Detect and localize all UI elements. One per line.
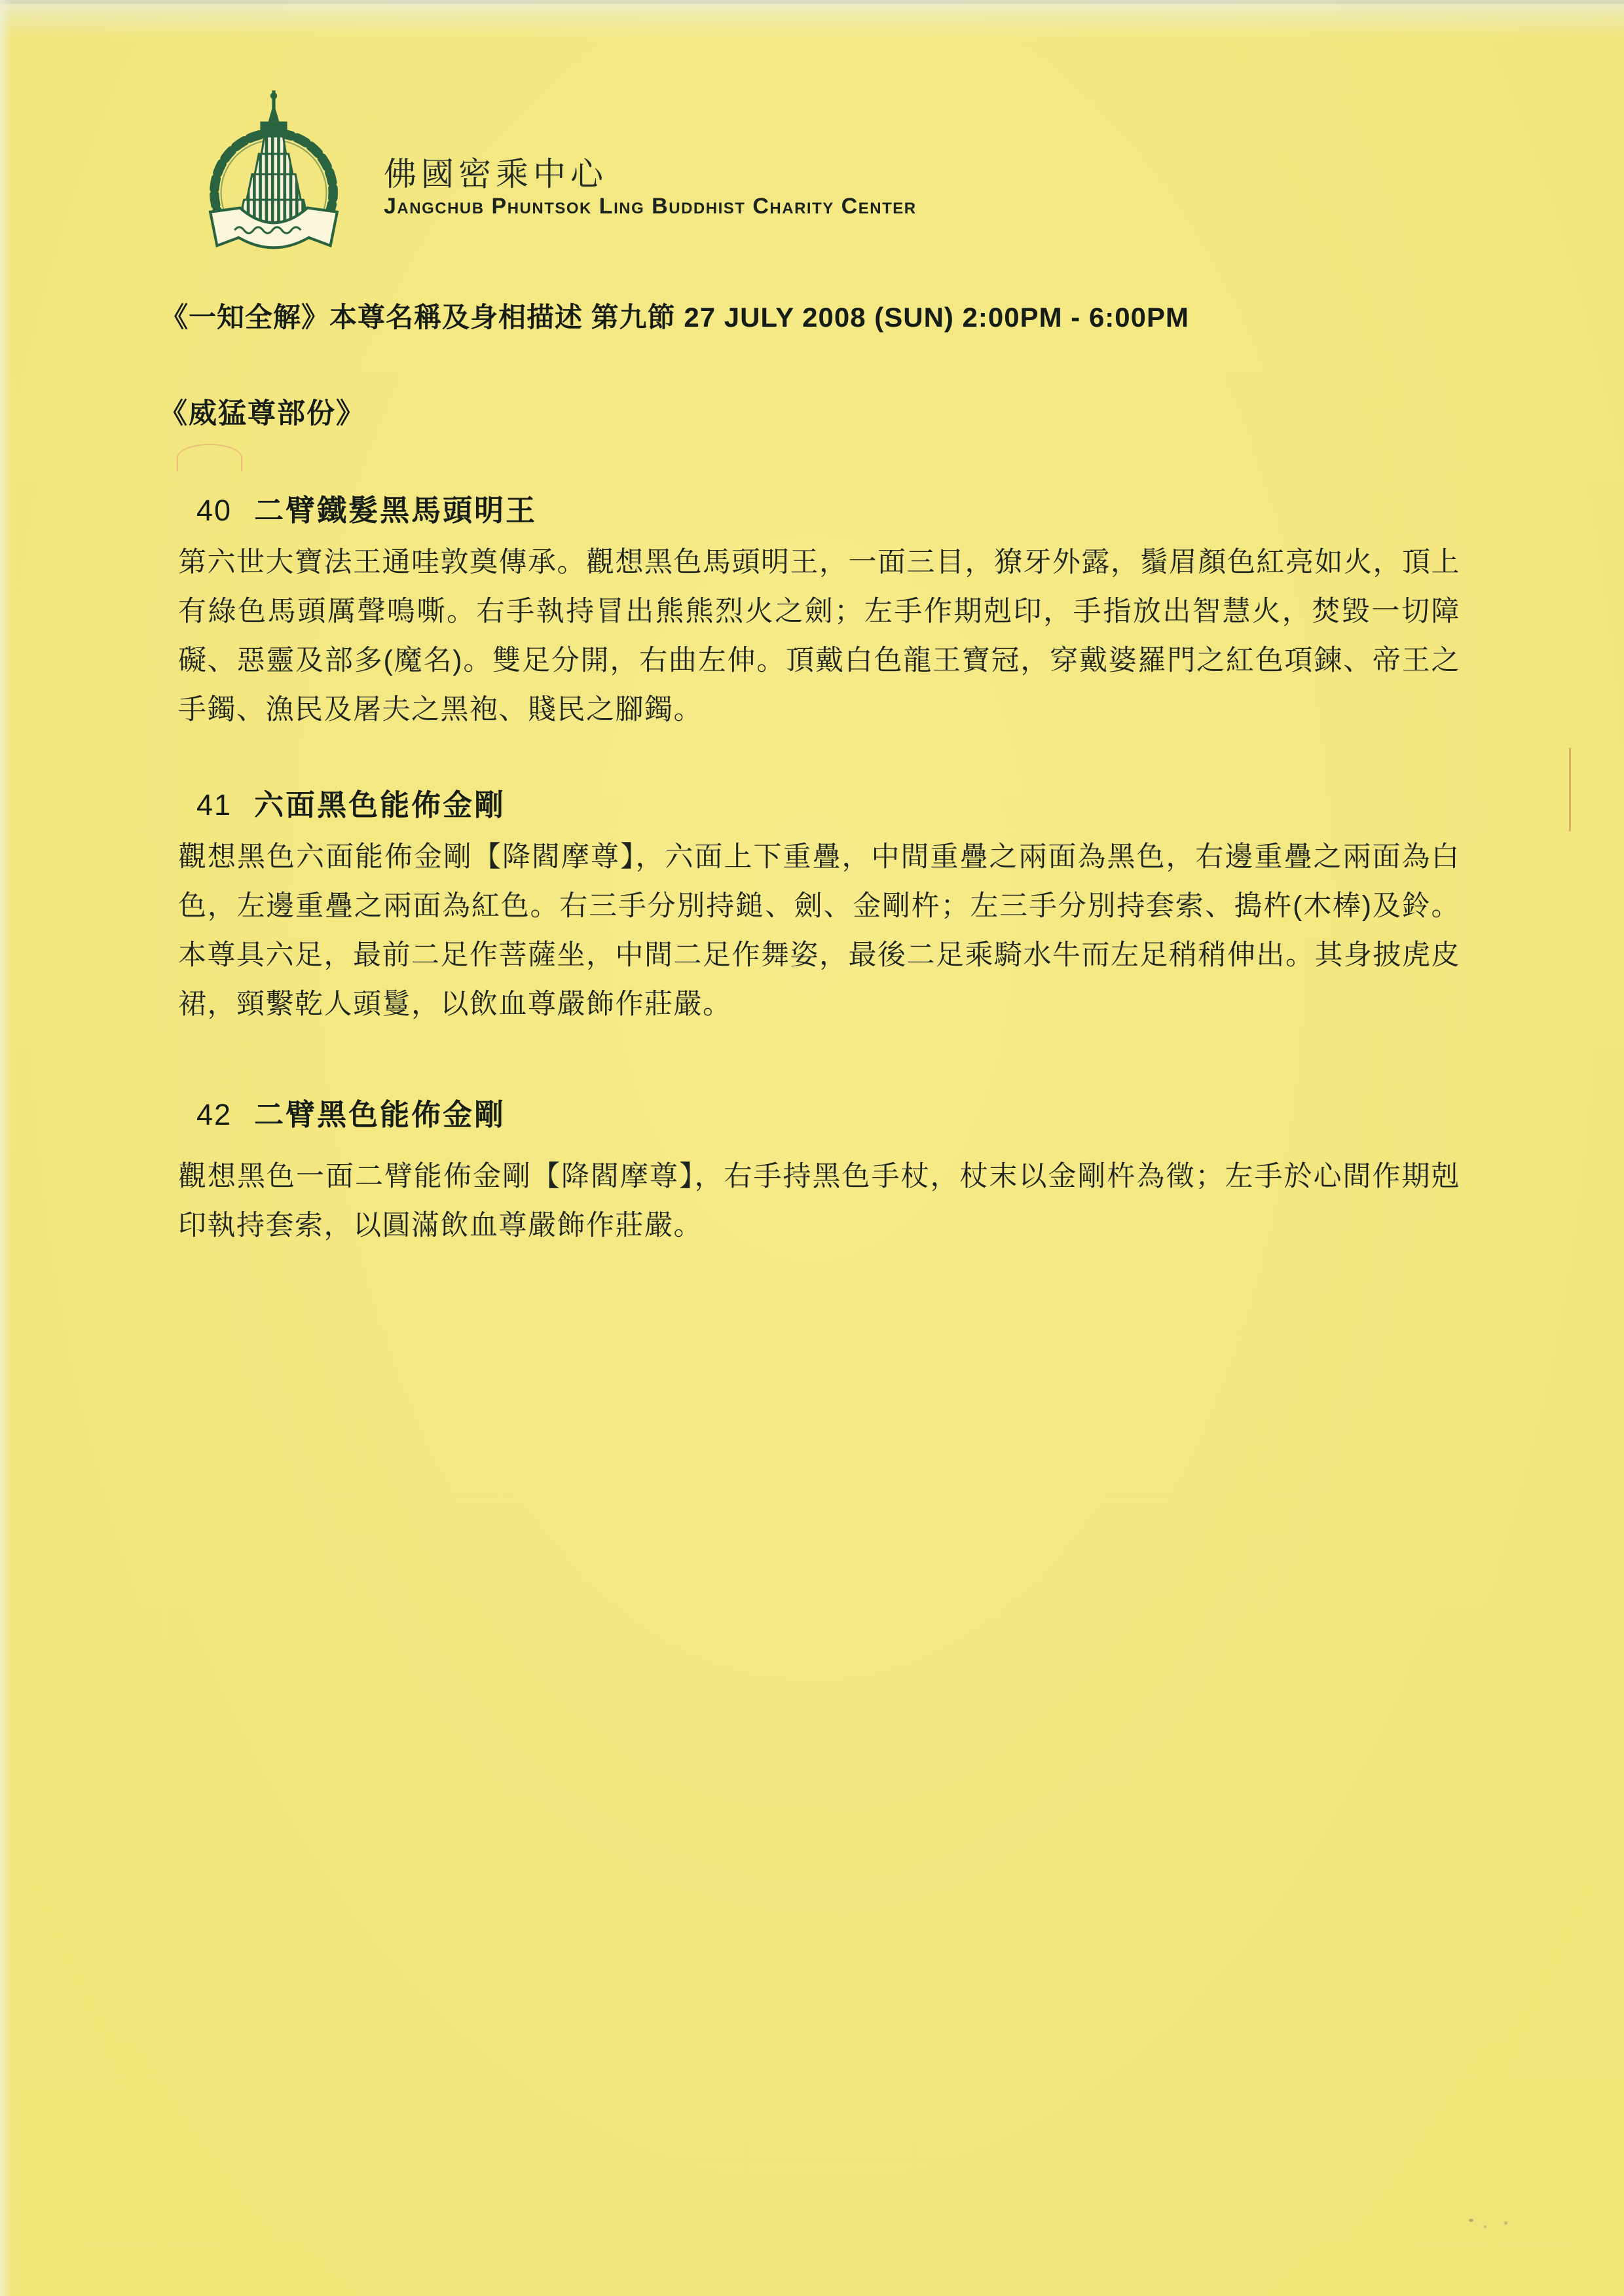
entry-number: 40 — [196, 494, 232, 527]
stupa-wreath-emblem-icon — [185, 86, 363, 262]
lecture-title-line: 《一知全解》本尊名稱及身相描述 第九節 27 JULY 2008 (SUN) 2:00PM - 6:00PM — [160, 302, 1190, 333]
entry-41-heading — [196, 781, 506, 824]
part-heading: 《威猛尊部份》 — [159, 398, 365, 429]
entry-title: 二臂鐵髮黑馬頭明王 — [254, 494, 538, 527]
scan-edge-artifact — [0, 0, 1624, 4]
scan-edge-artifact — [0, 0, 12, 2296]
entry-number: 41 — [196, 788, 232, 822]
entry-40-heading — [196, 486, 537, 529]
entry-title: 二臂黑色能佈金剛 — [254, 1098, 506, 1131]
scan-scratch-mark — [1569, 748, 1571, 831]
org-name-english: Jangchub Phuntsok Ling Buddhist Charity Center — [384, 194, 917, 219]
entry-42-heading — [196, 1091, 506, 1133]
entry-40-body: 第六世大寶法王通哇敦奠傳承。觀想黑色馬頭明王，一面三目，獠牙外露，鬚眉顏色紅亮如火，頂上有綠色馬頭厲聲鳴嘶。右手執持冒出熊熊烈火之劍；左手作期剋印，手指放出智慧火，焚毀一切障礙、惡靈及部多(魔名)。雙足分開，右曲左伸。頂戴白色龍王寶冠，穿戴婆羅門之紅色項鍊、帝王之手鐲、漁民及屠夫之黑袍、賤民之腳鐲。 — [178, 547, 1460, 725]
scan-speck — [1469, 2219, 1473, 2222]
entry-number: 42 — [196, 1098, 232, 1131]
entry-42-body: 觀想黑色一面二臂能佈金剛【降閻摩尊】，右手持黑色手杖，杖末以金剛杵為徵；左手於心間作期剋印執持套索，以圓滿飲血尊嚴飾作莊嚴。 — [178, 1161, 1460, 1241]
entry-title: 六面黑色能佈金剛 — [254, 788, 506, 822]
entry-41-body: 觀想黑色六面能佈金剛【降閻摩尊】，六面上下重疊，中間重疊之兩面為黑色，右邊重疊之兩面為白色，左邊重疊之兩面為紅色。右三手分別持鎚、劍、金剛杵；左三手分別持套索、搗杵(木棒)及鈴。本尊具六足，最前二足作菩薩坐，中間二足作舞姿，最後二足乘騎水牛而左足稍稍伸出。其身披虎皮裙，頸繫乾人頭鬘，以飲血尊嚴飾作莊嚴。 — [178, 841, 1460, 1020]
org-name-chinese: 佛國密乘中心 — [384, 156, 608, 192]
scan-speck — [1504, 2221, 1507, 2225]
faint-pen-mark — [177, 444, 242, 471]
scan-speck — [1484, 2225, 1486, 2228]
